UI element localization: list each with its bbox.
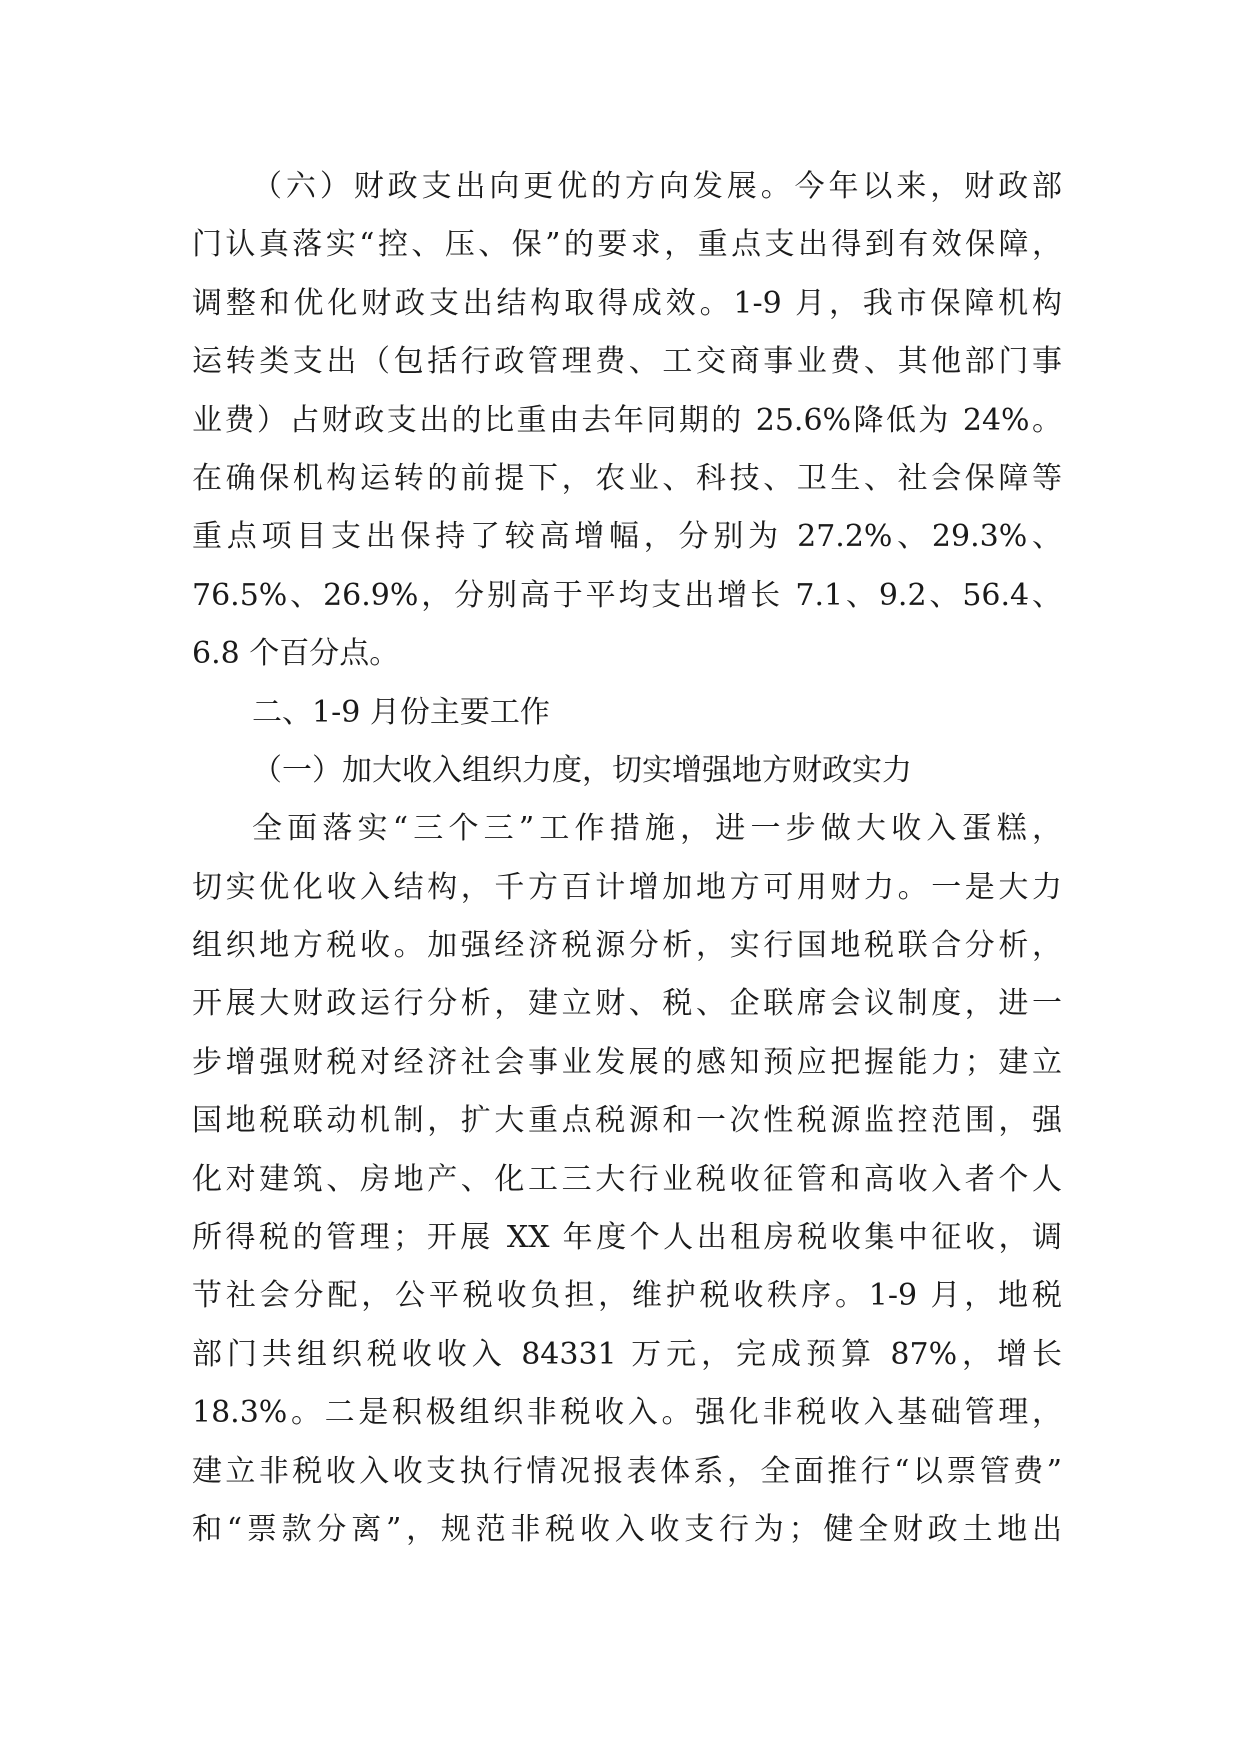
paragraph-line: 节社会分配，公平税收负担，维护税收秩序。1-9 月，地税 <box>192 1278 1062 1314</box>
paragraph-line: 全面落实“三个三”工作措施，进一步做大收入蛋糕， <box>252 811 1062 847</box>
paragraph-line: 门认真落实“控、压、保”的要求，重点支出得到有效保障， <box>192 227 1062 263</box>
paragraph-line: 运转类支出（包括行政管理费、工交商事业费、其他部门事 <box>192 344 1062 380</box>
paragraph-line: 和“票款分离”，规范非税收入收支行为；健全财政土地出 <box>192 1511 1062 1547</box>
paragraph-line: 重点项目支出保持了较高增幅，分别为 27.2%、29.3%、 <box>192 519 1062 555</box>
paragraph-line: 18.3%。二是积极组织非税收入。强化非税收入基础管理， <box>192 1395 1062 1431</box>
paragraph-line: 切实优化收入结构，千方百计增加地方可用财力。一是大力 <box>192 869 1062 905</box>
paragraph-line: （六）财政支出向更优的方向发展。今年以来，财政部 <box>252 169 1062 204</box>
paragraph-line: 建立非税收入收支执行情况报表体系，全面推行“以票管费” <box>192 1453 1062 1489</box>
paragraph-line: 组织地方税收。加强经济税源分析，实行国地税联合分析， <box>192 928 1062 964</box>
paragraph-line: 国地税联动机制，扩大重点税源和一次性税源监控范围，强 <box>192 1103 1062 1139</box>
paragraph-line: 所得税的管理；开展 XX 年度个人出租房税收集中征收，调 <box>192 1220 1062 1256</box>
paragraph-line: 化对建筑、房地产、化工三大行业税收征管和高收入者个人 <box>192 1161 1062 1197</box>
paragraph-line: 6.8 个百分点。 <box>192 636 400 672</box>
subsection-heading: （一）加大收入组织力度，切实增强地方财政实力 <box>252 752 912 788</box>
paragraph-line: 步增强财税对经济社会事业发展的感知预应把握能力；建立 <box>192 1044 1062 1080</box>
paragraph-line: 76.5%、26.9%，分别高于平均支出增长 7.1、9.2、56.4、 <box>192 577 1062 613</box>
paragraph-line: 业费）占财政支出的比重由去年同期的 25.6%降低为 24%。 <box>192 402 1062 438</box>
document-body <box>192 158 1062 1559</box>
paragraph-line: 部门共组织税收收入 84331 万元，完成预算 87%，增长 <box>192 1336 1062 1372</box>
section-heading: 二、1-9 月份主要工作 <box>252 694 550 730</box>
paragraph-line: 在确保机构运转的前提下，农业、科技、卫生、社会保障等 <box>192 460 1062 496</box>
paragraph-line: 开展大财政运行分析，建立财、税、企联席会议制度，进一 <box>192 986 1062 1022</box>
paragraph-line: 调整和优化财政支出结构取得成效。1-9 月，我市保障机构 <box>192 285 1062 321</box>
